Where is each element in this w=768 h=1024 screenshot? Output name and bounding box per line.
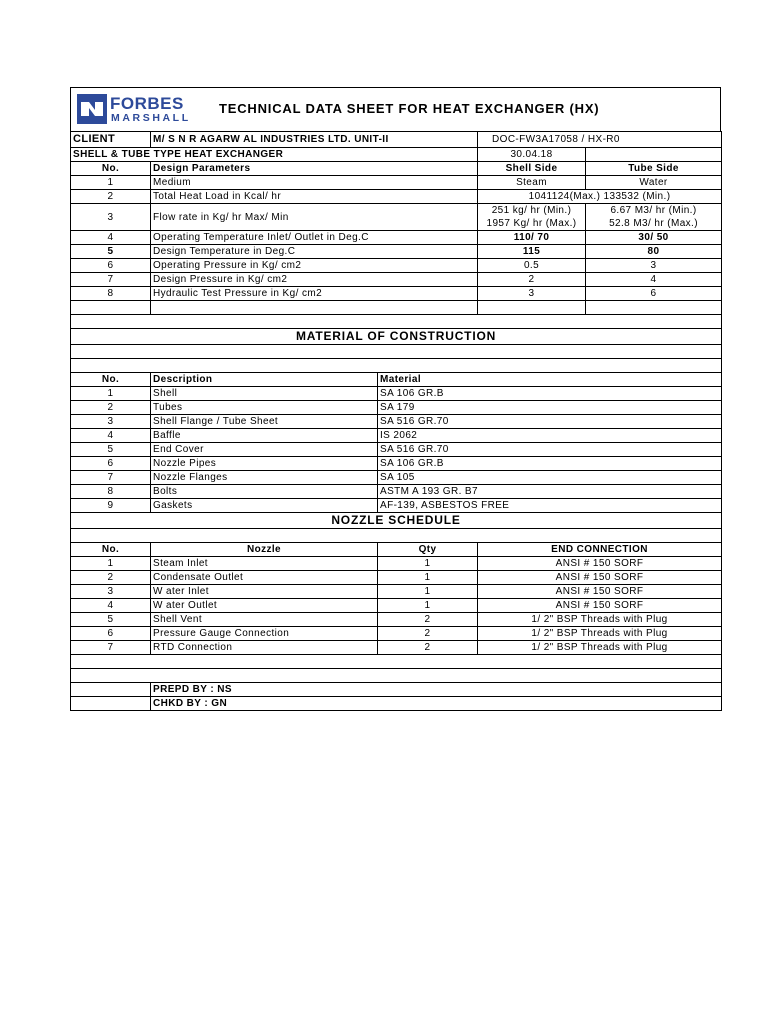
sheet-header xyxy=(70,87,721,131)
prepared-by: PREPD BY : NS xyxy=(151,683,722,697)
row-no: 3 xyxy=(71,585,151,599)
row-nozzle: RTD Connection xyxy=(151,641,378,655)
row-no: 1 xyxy=(71,557,151,571)
row-no: 4 xyxy=(71,429,151,443)
row-no: 8 xyxy=(71,287,151,301)
row-tube-flow xyxy=(586,204,722,231)
row-connection: ANSI # 150 SORF xyxy=(478,557,722,571)
row-param: Design Temperature in Deg.C xyxy=(151,245,478,259)
row-qty: 1 xyxy=(378,585,478,599)
moc-row xyxy=(71,443,722,457)
row-material: SA 516 GR.70 xyxy=(378,443,722,457)
blank-row xyxy=(71,655,722,669)
col-material-header: Material xyxy=(378,373,722,387)
row-desc: Tubes xyxy=(151,401,378,415)
row-qty: 1 xyxy=(378,557,478,571)
row-no: 2 xyxy=(71,401,151,415)
blank-cell xyxy=(586,148,722,162)
row-tube: Water xyxy=(586,176,722,190)
col-no-header: No. xyxy=(71,543,151,557)
client-row xyxy=(71,132,722,148)
row-tube: 80 xyxy=(586,245,722,259)
row-no: 7 xyxy=(71,471,151,485)
nozzle-row xyxy=(71,571,722,585)
moc-row xyxy=(71,471,722,485)
col-no-header: No. xyxy=(71,373,151,387)
exchanger-type: SHELL & TUBE TYPE HEAT EXCHANGER xyxy=(71,148,478,162)
blank-cell xyxy=(71,697,151,711)
row-shell: 110/ 70 xyxy=(478,231,586,245)
row-heat-load: 1041124(Max.) 133532 (Min.) xyxy=(478,190,722,204)
row-desc: Shell xyxy=(151,387,378,401)
main-table xyxy=(70,131,722,711)
row-no: 9 xyxy=(71,499,151,513)
checked-row xyxy=(71,697,722,711)
row-no: 3 xyxy=(71,415,151,429)
moc-row xyxy=(71,401,722,415)
design-row xyxy=(71,190,722,204)
blank-row xyxy=(71,345,722,359)
nozzle-row xyxy=(71,641,722,655)
blank-cell xyxy=(71,529,722,543)
blank-row xyxy=(71,529,722,543)
row-no: 7 xyxy=(71,641,151,655)
row-no: 3 xyxy=(71,204,151,231)
row-qty: 2 xyxy=(378,627,478,641)
sheet-title: TECHNICAL DATA SHEET FOR HEAT EXCHANGER (HX) xyxy=(219,101,600,116)
row-no: 6 xyxy=(71,627,151,641)
logo-text-line1: FORBES xyxy=(110,94,184,113)
row-shell: 2 xyxy=(478,273,586,287)
design-header-row xyxy=(71,162,722,176)
tube-flow-max: 52.8 M3/ hr (Max.) xyxy=(609,218,698,229)
blank-cell xyxy=(71,315,722,329)
moc-row xyxy=(71,429,722,443)
moc-title-row xyxy=(71,329,722,345)
design-row xyxy=(71,231,722,245)
col-no-header: No. xyxy=(71,162,151,176)
blank-cell xyxy=(71,345,722,359)
col-connection-header: END CONNECTION xyxy=(478,543,722,557)
moc-row xyxy=(71,499,722,513)
row-qty: 1 xyxy=(378,571,478,585)
moc-title: MATERIAL OF CONSTRUCTION xyxy=(71,329,722,345)
row-desc: Gaskets xyxy=(151,499,378,513)
row-shell: 115 xyxy=(478,245,586,259)
row-nozzle: Steam Inlet xyxy=(151,557,378,571)
row-shell-flow xyxy=(478,204,586,231)
design-row xyxy=(71,245,722,259)
nozzle-title-row xyxy=(71,513,722,529)
row-connection: 1/ 2" BSP Threads with Plug xyxy=(478,627,722,641)
design-row xyxy=(71,204,722,231)
row-nozzle: Shell Vent xyxy=(151,613,378,627)
col-nozzle-header: Nozzle xyxy=(151,543,378,557)
blank-row xyxy=(71,359,722,373)
row-connection: 1/ 2" BSP Threads with Plug xyxy=(478,613,722,627)
row-qty: 2 xyxy=(378,613,478,627)
col-param-header: Design Parameters xyxy=(151,162,478,176)
prepared-row xyxy=(71,683,722,697)
row-no: 8 xyxy=(71,485,151,499)
col-tube-header: Tube Side xyxy=(586,162,722,176)
row-desc: Shell Flange / Tube Sheet xyxy=(151,415,378,429)
row-param: Operating Temperature Inlet/ Outlet in Deg.C xyxy=(151,231,478,245)
row-connection: ANSI # 150 SORF xyxy=(478,571,722,585)
row-material: ASTM A 193 GR. B7 xyxy=(378,485,722,499)
row-nozzle: Pressure Gauge Connection xyxy=(151,627,378,641)
tube-flow-min: 6.67 M3/ hr (Min.) xyxy=(610,205,697,216)
nozzle-row xyxy=(71,613,722,627)
row-desc: Nozzle Flanges xyxy=(151,471,378,485)
row-no: 5 xyxy=(71,245,151,259)
row-material: IS 2062 xyxy=(378,429,722,443)
blank-cell xyxy=(71,359,722,373)
row-param: Operating Pressure in Kg/ cm2 xyxy=(151,259,478,273)
row-no: 5 xyxy=(71,443,151,457)
row-nozzle: W ater Inlet xyxy=(151,585,378,599)
row-nozzle: Condensate Outlet xyxy=(151,571,378,585)
col-qty-header: Qty xyxy=(378,543,478,557)
row-no: 7 xyxy=(71,273,151,287)
row-no: 6 xyxy=(71,457,151,471)
row-qty: 1 xyxy=(378,599,478,613)
row-no: 4 xyxy=(71,599,151,613)
shell-flow-max: 1957 Kg/ hr (Max.) xyxy=(486,218,577,229)
row-param: Hydraulic Test Pressure in Kg/ cm2 xyxy=(151,287,478,301)
col-desc-header: Description xyxy=(151,373,378,387)
row-qty: 2 xyxy=(378,641,478,655)
logo-mark-icon xyxy=(77,94,107,124)
moc-row xyxy=(71,387,722,401)
doc-number: DOC-FW3A17058 / HX-R0 xyxy=(478,132,722,148)
nozzle-row xyxy=(71,627,722,641)
blank-cell xyxy=(586,301,722,315)
blank-cell xyxy=(151,301,478,315)
blank-row xyxy=(71,301,722,315)
shell-tube-row xyxy=(71,148,722,162)
row-param: Medium xyxy=(151,176,478,190)
row-shell: 0.5 xyxy=(478,259,586,273)
design-row xyxy=(71,259,722,273)
row-tube: 30/ 50 xyxy=(586,231,722,245)
moc-header-row xyxy=(71,373,722,387)
col-shell-header: Shell Side xyxy=(478,162,586,176)
row-desc: End Cover xyxy=(151,443,378,457)
nozzle-row xyxy=(71,585,722,599)
row-no: 5 xyxy=(71,613,151,627)
row-param: Design Pressure in Kg/ cm2 xyxy=(151,273,478,287)
nozzle-title: NOZZLE SCHEDULE xyxy=(71,513,722,529)
row-connection: ANSI # 150 SORF xyxy=(478,599,722,613)
row-no: 4 xyxy=(71,231,151,245)
row-material: SA 516 GR.70 xyxy=(378,415,722,429)
client-name: M/ S N R AGARW AL INDUSTRIES LTD. UNIT-II xyxy=(151,132,478,148)
row-desc: Bolts xyxy=(151,485,378,499)
moc-row xyxy=(71,457,722,471)
row-shell: Steam xyxy=(478,176,586,190)
row-material: SA 179 xyxy=(378,401,722,415)
blank-cell xyxy=(478,301,586,315)
row-no: 2 xyxy=(71,190,151,204)
row-material: AF-139, ASBESTOS FREE xyxy=(378,499,722,513)
sheet-date: 30.04.18 xyxy=(478,148,586,162)
moc-row xyxy=(71,485,722,499)
row-connection: 1/ 2" BSP Threads with Plug xyxy=(478,641,722,655)
client-label: CLIENT xyxy=(71,132,151,148)
checked-by: CHKD BY : GN xyxy=(151,697,722,711)
blank-cell xyxy=(71,655,722,669)
row-no: 2 xyxy=(71,571,151,585)
blank-row xyxy=(71,315,722,329)
blank-row xyxy=(71,669,722,683)
row-nozzle: W ater Outlet xyxy=(151,599,378,613)
row-shell: 3 xyxy=(478,287,586,301)
nozzle-header-row xyxy=(71,543,722,557)
logo-text-line2: MARSHALL xyxy=(111,112,191,124)
design-row xyxy=(71,273,722,287)
design-row xyxy=(71,287,722,301)
row-param: Total Heat Load in Kcal/ hr xyxy=(151,190,478,204)
row-no: 1 xyxy=(71,387,151,401)
data-sheet xyxy=(70,87,721,711)
row-material: SA 106 GR.B xyxy=(378,387,722,401)
shell-flow-min: 251 kg/ hr (Min.) xyxy=(491,205,572,216)
row-material: SA 105 xyxy=(378,471,722,485)
row-connection: ANSI # 150 SORF xyxy=(478,585,722,599)
nozzle-row xyxy=(71,599,722,613)
nozzle-row xyxy=(71,557,722,571)
row-material: SA 106 GR.B xyxy=(378,457,722,471)
row-desc: Baffle xyxy=(151,429,378,443)
row-tube: 3 xyxy=(586,259,722,273)
blank-cell xyxy=(71,301,151,315)
design-row xyxy=(71,176,722,190)
moc-row xyxy=(71,415,722,429)
blank-cell xyxy=(71,669,722,683)
row-no: 1 xyxy=(71,176,151,190)
row-tube: 4 xyxy=(586,273,722,287)
row-desc: Nozzle Pipes xyxy=(151,457,378,471)
row-no: 6 xyxy=(71,259,151,273)
row-tube: 6 xyxy=(586,287,722,301)
blank-cell xyxy=(71,683,151,697)
row-param: Flow rate in Kg/ hr Max/ Min xyxy=(151,204,478,231)
